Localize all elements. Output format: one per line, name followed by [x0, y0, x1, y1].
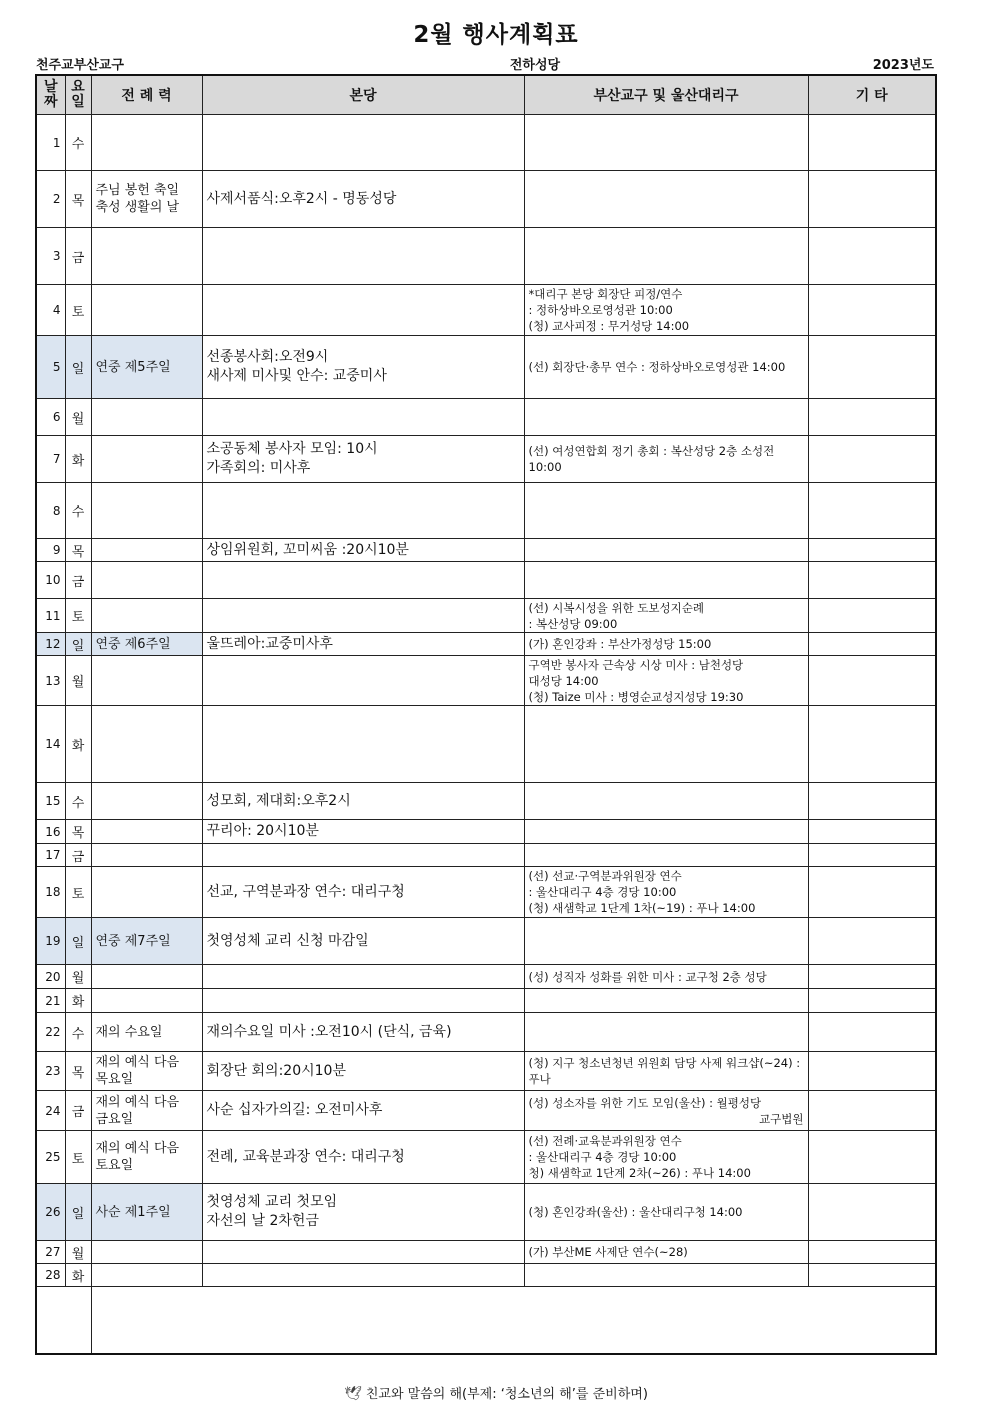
liturgy-cell [91, 965, 202, 989]
etc-cell [808, 1052, 936, 1091]
diocese-event-cell: (가) 부산ME 사제단 연수(~28) [524, 1241, 808, 1264]
diocese-event-cell [524, 399, 808, 436]
etc-cell [808, 539, 936, 562]
table-row [36, 1091, 936, 1131]
etc-cell [808, 562, 936, 599]
day-cell: 16 [36, 820, 65, 844]
parish-event-cell: 첫영성체 교리 첫모임 자선의 날 2차헌금 [202, 1184, 524, 1241]
diocese-event-cell: (청) 혼인강좌(울산) : 울산대리구청 14:00 [524, 1184, 808, 1241]
table-row [36, 1264, 936, 1287]
etc-cell [808, 436, 936, 483]
weekday-cell: 화 [65, 989, 91, 1013]
diocese-event-cell [524, 706, 808, 783]
table-row [36, 1013, 936, 1052]
table-row [36, 285, 936, 336]
weekday-cell: 토 [65, 867, 91, 918]
parish-event-cell [202, 562, 524, 599]
weekday-cell: 월 [65, 965, 91, 989]
liturgy-cell [91, 783, 202, 820]
etc-cell [808, 336, 936, 399]
parish-event-cell [202, 285, 524, 336]
liturgy-cell [91, 706, 202, 783]
day-cell: 5 [36, 336, 65, 399]
diocese-label: 천주교부산교구 [36, 58, 124, 73]
parish-event-cell [202, 844, 524, 867]
day-cell: 10 [36, 562, 65, 599]
parish-event-cell [202, 1241, 524, 1264]
table-row [36, 706, 936, 783]
day-cell: 25 [36, 1131, 65, 1184]
table-row [36, 820, 936, 844]
day-cell: 11 [36, 599, 65, 633]
day-cell: 17 [36, 844, 65, 867]
day-cell: 24 [36, 1091, 65, 1131]
diocese-event-cell [524, 228, 808, 285]
table-row [36, 171, 936, 228]
blank-cell [91, 1287, 936, 1355]
day-cell: 27 [36, 1241, 65, 1264]
liturgy-cell: 연중 제7주일 [91, 918, 202, 965]
parish-event-cell: 상임위원회, 꼬미씨움 :20시10분 [202, 539, 524, 562]
weekday-cell: 월 [65, 1241, 91, 1264]
weekday-cell: 일 [65, 633, 91, 656]
liturgy-cell [91, 285, 202, 336]
liturgy-cell [91, 562, 202, 599]
liturgy-cell [91, 989, 202, 1013]
table-row [36, 783, 936, 820]
parish-event-cell [202, 483, 524, 539]
col-header-parish: 본당 [202, 75, 524, 115]
diocese-event-cell: (성) 성직자 성화를 위한 미사 : 교구청 2층 성당 [524, 965, 808, 989]
etc-cell [808, 1264, 936, 1287]
weekday-cell: 토 [65, 1131, 91, 1184]
diocese-event-cell: (가) 혼인강좌 : 부산가정성당 15:00 [524, 633, 808, 656]
day-cell: 21 [36, 989, 65, 1013]
liturgy-cell [91, 820, 202, 844]
table-row [36, 115, 936, 171]
liturgy-cell [91, 656, 202, 706]
liturgy-cell: 재의 예식 다음 금요일 [91, 1091, 202, 1131]
table-row [36, 633, 936, 656]
etc-cell [808, 867, 936, 918]
day-cell: 3 [36, 228, 65, 285]
table-row [36, 918, 936, 965]
table-row [36, 1241, 936, 1264]
etc-cell [808, 1013, 936, 1052]
weekday-cell: 토 [65, 599, 91, 633]
etc-cell [808, 285, 936, 336]
parish-label: 전하성당 [509, 58, 561, 73]
dove-icon: 🕊 [344, 1386, 362, 1402]
etc-cell [808, 1241, 936, 1264]
diocese-event-cell [524, 783, 808, 820]
liturgy-cell [91, 436, 202, 483]
diocese-event-cell [524, 989, 808, 1013]
etc-cell [808, 228, 936, 285]
schedule-table [35, 74, 937, 1355]
weekday-cell: 월 [65, 656, 91, 706]
table-row [36, 399, 936, 436]
table-row [36, 336, 936, 399]
diocese-event-cell: (선) 여성연합회 정기 총회 : 복산성당 2층 소성전 10:00 [524, 436, 808, 483]
weekday-cell: 화 [65, 436, 91, 483]
diocese-event-cell [524, 820, 808, 844]
diocese-event-cell: (선) 선교·구역분과위원장 연수 : 울산대리구 4층 경당 10:00 (청) 새샘학교 1단계 1차(~19) : 푸나 14:00 [524, 867, 808, 918]
weekday-cell: 일 [65, 1184, 91, 1241]
col-header-liturgy: 전 례 력 [91, 75, 202, 115]
day-cell: 1 [36, 115, 65, 171]
col-header-day: 날짜 [36, 75, 65, 115]
etc-cell [808, 1091, 936, 1131]
liturgy-cell [91, 1241, 202, 1264]
liturgy-cell [91, 844, 202, 867]
weekday-cell: 목 [65, 1052, 91, 1091]
weekday-cell: 목 [65, 171, 91, 228]
liturgy-cell [91, 599, 202, 633]
weekday-cell: 금 [65, 1091, 91, 1131]
table-row [36, 844, 936, 867]
etc-cell [808, 171, 936, 228]
table-row [36, 1131, 936, 1184]
header-row [36, 75, 936, 115]
liturgy-cell [91, 399, 202, 436]
parish-event-cell: 회장단 회의:20시10분 [202, 1052, 524, 1091]
weekday-cell: 일 [65, 918, 91, 965]
day-cell: 4 [36, 285, 65, 336]
etc-cell [808, 399, 936, 436]
parish-event-cell: 성모회, 제대회:오후2시 [202, 783, 524, 820]
day-cell: 18 [36, 867, 65, 918]
day-cell: 23 [36, 1052, 65, 1091]
diocese-event-cell [524, 1264, 808, 1287]
day-cell: 15 [36, 783, 65, 820]
day-cell: 22 [36, 1013, 65, 1052]
diocese-event-cell: (성) 성소자를 위한 기도 모임(울산) : 월평성당 교구법원 [524, 1091, 808, 1131]
diocese-event-cell: (선) 시복시성을 위한 도보성지순례 : 복산성당 09:00 [524, 599, 808, 633]
day-cell: 9 [36, 539, 65, 562]
col-header-etc: 기 타 [808, 75, 936, 115]
liturgy-cell: 사순 제1주일 [91, 1184, 202, 1241]
page-title: 2월 행사계획표 [413, 22, 579, 48]
footer-text: 친교와 말씀의 해(부제: ‘청소년의 해’를 준비하며) [365, 1387, 648, 1402]
diocese-event-cell: (청) 지구 청소년청년 위원회 담당 사제 워크샵(~24) : 푸나 [524, 1052, 808, 1091]
table-row [36, 599, 936, 633]
etc-cell [808, 844, 936, 867]
diocese-event-cell [524, 115, 808, 171]
weekday-cell: 금 [65, 562, 91, 599]
liturgy-cell: 연중 제5주일 [91, 336, 202, 399]
parish-event-cell [202, 706, 524, 783]
table-row [36, 1184, 936, 1241]
liturgy-cell [91, 867, 202, 918]
parish-event-cell [202, 965, 524, 989]
table-row [36, 1052, 936, 1091]
etc-cell [808, 599, 936, 633]
liturgy-cell [91, 539, 202, 562]
liturgy-cell [91, 115, 202, 171]
diocese-event-cell [524, 562, 808, 599]
weekday-cell: 금 [65, 228, 91, 285]
parish-event-cell [202, 399, 524, 436]
parish-event-cell: 울뜨레아:교중미사후 [202, 633, 524, 656]
weekday-cell: 목 [65, 820, 91, 844]
table-row [36, 989, 936, 1013]
etc-cell [808, 115, 936, 171]
weekday-cell: 수 [65, 783, 91, 820]
diocese-event-cell [524, 539, 808, 562]
parish-event-cell [202, 1264, 524, 1287]
parish-event-cell: 첫영성체 교리 신청 마감일 [202, 918, 524, 965]
blank-row [36, 1287, 936, 1355]
table-row [36, 483, 936, 539]
parish-event-cell: 전례, 교육분과장 연수: 대리구청 [202, 1131, 524, 1184]
table-row [36, 539, 936, 562]
parish-event-cell: 소공동체 봉사자 모임: 10시 가족회의: 미사후 [202, 436, 524, 483]
etc-cell [808, 706, 936, 783]
weekday-cell: 화 [65, 706, 91, 783]
diocese-event-cell [524, 844, 808, 867]
liturgy-cell: 재의 수요일 [91, 1013, 202, 1052]
weekday-cell: 금 [65, 844, 91, 867]
table-row [36, 228, 936, 285]
parish-event-cell: 꾸리아: 20시10분 [202, 820, 524, 844]
weekday-cell: 월 [65, 399, 91, 436]
diocese-event-cell: (선) 전례·교육분과위원장 연수 : 울산대리구 4층 경당 10:00 청) 새샘학교 1단계 2차(~26) : 푸나 14:00 [524, 1131, 808, 1184]
weekday-cell: 토 [65, 285, 91, 336]
day-cell: 26 [36, 1184, 65, 1241]
parish-event-cell: 재의수요일 미사 :오전10시 (단식, 금육) [202, 1013, 524, 1052]
day-cell: 8 [36, 483, 65, 539]
diocese-event-cell [524, 1013, 808, 1052]
diocese-event-cell: 구역반 봉사자 근속상 시상 미사 : 남천성당 대성당 14:00 (청) Taize 미사 : 병영순교성지성당 19:30 [524, 656, 808, 706]
weekday-cell: 수 [65, 115, 91, 171]
day-cell: 2 [36, 171, 65, 228]
year-label: 2023년도 [872, 58, 934, 73]
etc-cell [808, 820, 936, 844]
parish-event-cell: 사제서품식:오후2시 - 명동성당 [202, 171, 524, 228]
weekday-cell: 수 [65, 1013, 91, 1052]
table-row [36, 656, 936, 706]
liturgy-cell: 재의 예식 다음 토요일 [91, 1131, 202, 1184]
etc-cell [808, 483, 936, 539]
diocese-event-cell: (선) 회장단·총무 연수 : 정하상바오로영성관 14:00 [524, 336, 808, 399]
etc-cell [808, 633, 936, 656]
day-cell: 13 [36, 656, 65, 706]
etc-cell [808, 918, 936, 965]
table-row [36, 965, 936, 989]
blank-cell [36, 1287, 91, 1355]
parish-event-cell [202, 989, 524, 1013]
weekday-cell: 목 [65, 539, 91, 562]
day-cell: 28 [36, 1264, 65, 1287]
liturgy-cell [91, 483, 202, 539]
parish-event-cell [202, 656, 524, 706]
day-cell: 20 [36, 965, 65, 989]
diocese-event-cell [524, 171, 808, 228]
diocese-event-cell [524, 483, 808, 539]
col-header-weekday: 요일 [65, 75, 91, 115]
col-header-diocese: 부산교구 및 울산대리구 [524, 75, 808, 115]
etc-cell [808, 1184, 936, 1241]
etc-cell [808, 783, 936, 820]
day-cell: 7 [36, 436, 65, 483]
day-cell: 6 [36, 399, 65, 436]
liturgy-cell [91, 1264, 202, 1287]
day-cell: 12 [36, 633, 65, 656]
weekday-cell: 화 [65, 1264, 91, 1287]
table-row [36, 436, 936, 483]
etc-cell [808, 656, 936, 706]
footer [0, 1383, 992, 1402]
parish-event-cell: 사순 십자가의길: 오전미사후 [202, 1091, 524, 1131]
parish-event-cell: 선종봉사회:오전9시 새사제 미사및 안수: 교중미사 [202, 336, 524, 399]
day-cell: 19 [36, 918, 65, 965]
table-row [36, 867, 936, 918]
liturgy-cell: 재의 예식 다음 목요일 [91, 1052, 202, 1091]
day-cell: 14 [36, 706, 65, 783]
weekday-cell: 일 [65, 336, 91, 399]
parish-event-cell: 선교, 구역분과장 연수: 대리구청 [202, 867, 524, 918]
etc-cell [808, 1131, 936, 1184]
parish-event-cell [202, 115, 524, 171]
parish-event-cell [202, 228, 524, 285]
parish-event-cell [202, 599, 524, 633]
diocese-event-cell: *대리구 본당 회장단 피정/연수 : 정하상바오로영성관 10:00 (청) 교사피정 : 무거성당 14:00 [524, 285, 808, 336]
weekday-cell: 수 [65, 483, 91, 539]
etc-cell [808, 989, 936, 1013]
etc-cell [808, 965, 936, 989]
liturgy-cell: 연중 제6주일 [91, 633, 202, 656]
table-row [36, 562, 936, 599]
diocese-event-cell [524, 918, 808, 965]
liturgy-cell: 주님 봉헌 축일 축성 생활의 날 [91, 171, 202, 228]
liturgy-cell [91, 228, 202, 285]
